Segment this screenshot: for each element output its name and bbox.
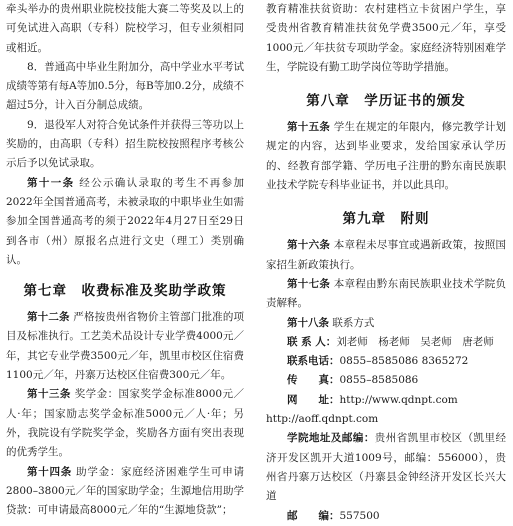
- phone-label: 联系电话：: [287, 355, 340, 368]
- paragraph-item-9: 9．退役军人对符合免试条件并获得三等功以上奖励的，由高职（专科）招生院校按照程序考核公示后予以免试录取。: [6, 118, 244, 170]
- website-link[interactable]: http://www.qdnpt.com: [339, 393, 458, 406]
- website-line: [266, 391, 506, 410]
- article-17-text: 本章程由黔东南民族职业技术学院负责解释。: [266, 277, 507, 310]
- article-17: [266, 275, 506, 314]
- address-label: 学院地址及邮编：: [287, 432, 375, 445]
- contact-person-label: 联 系 人：: [287, 335, 337, 348]
- address-line: [266, 429, 506, 506]
- phone-line: [266, 352, 506, 371]
- article-18: [266, 314, 506, 333]
- article-11: [6, 174, 244, 270]
- chapter-9-heading: 第九章 附则: [342, 211, 430, 228]
- contact-person-value: 刘老师 杨老师 吴老师 唐老师: [336, 335, 494, 348]
- article-11-text: 经公示确认录取的考生不再参加2022年全国普通高考，未被录取的中职毕业生如需参加全国普通高考的须于2022年4月27日至29日到各市（州）原报名点进行文史（理工）类别确认。: [6, 176, 245, 266]
- fax-value: 0855–8585086: [339, 374, 419, 387]
- article-14-lead: 第十四条: [27, 465, 72, 478]
- left-column: [6, 0, 244, 520]
- article-15: [266, 118, 506, 195]
- article-15-text: 学生在规定的年限内，修完教学计划规定的内容，达到毕业要求，发给国家承认学历的、经教育部学籍、学历电子注册的黔东南民族职业技术学院专科毕业证书，并以此具印。: [266, 121, 507, 192]
- article-13-lead: 第十三条: [27, 388, 71, 401]
- phone-value: 0855–8585086 8365272: [339, 355, 469, 368]
- paragraph-continued-right: 教育精准扶贫资助：农村建档立卡贫困户学生，享受贵州省教育精准扶贫免学费3500元／年，享受1000元／年扶贫专项助学金。家庭经济特别困难学生，学院设有勤工助学岗位等助学措施。: [266, 3, 506, 73]
- article-13-text: 奖学金：国家奖学金标准8000元／人·年；国家励志奖学金标准5000元／人·年；另外，我院设有学院奖学金，奖励各方面有突出表现的优秀学生。: [6, 388, 244, 459]
- zip-line: [266, 507, 506, 526]
- article-18-text: 联系方式: [332, 316, 375, 329]
- article-15-lead: 第十五条: [287, 121, 331, 134]
- article-12: [6, 308, 244, 385]
- article-14-text: 助学金：家庭经济困难学生可申请2800–3800元／年的国家助学金；生源地信用助学贷款：可申请最高8000元／年的“生源地贷款”；: [6, 465, 245, 517]
- zip-label: 邮 编：: [287, 509, 340, 522]
- website-link-2[interactable]: http://aoff.qdnpt.com: [266, 413, 379, 426]
- article-13: [6, 385, 244, 462]
- address-value: 贵州省凯里市校区（凯里经济开发区凯开大道1009号，邮编：556000），贵州省丹寨万达校区（丹寨县金钟经济开发区长兴大道: [266, 432, 507, 503]
- fax-label: 传 真：: [287, 374, 340, 387]
- article-16-text: 本章程未尽事宜或遇新政策，按照国家招生新政策执行。: [266, 239, 507, 271]
- article-16: [266, 236, 506, 275]
- chapter-7-heading: 第七章 收费标准及奖助学政策: [23, 283, 227, 300]
- right-column: [266, 0, 506, 526]
- website-label: 网 址：: [287, 393, 340, 406]
- fax-line: [266, 371, 506, 390]
- article-16-lead: 第十六条: [287, 239, 331, 252]
- article-12-lead: 第十二条: [27, 311, 70, 324]
- article-12-text: 严格按贵州省物价主管部门批准的项目及标准执行。工艺美术品设计专业学费4000元／年，其它专业学费3500元／年，凯里市校区住宿费1100元／年，丹寨万达校区住宿费300元／年。: [6, 311, 245, 382]
- article-14: [6, 463, 244, 521]
- contact-person-line: [266, 333, 506, 352]
- website-line-2: [266, 410, 506, 429]
- article-18-lead: 第十八条: [287, 316, 329, 329]
- paragraph-continued: 牵头举办的贵州职业院校技能大赛二等奖及以上的可免试进入高职（专科）院校学习，但专业须相同或相近。: [6, 3, 244, 54]
- article-11-lead: 第十一条: [27, 176, 75, 189]
- zip-value: 557500: [339, 509, 380, 522]
- paragraph-item-8: 8．普通高中毕业生附加分，高中学业水平考试成绩等第有每A等加0.5分，每B等加0.2分，成绩不超过5分，计入百分制总成绩。: [6, 60, 244, 112]
- chapter-8-heading: 第八章 学历证书的颁发: [306, 93, 466, 110]
- article-17-lead: 第十七条: [287, 277, 331, 290]
